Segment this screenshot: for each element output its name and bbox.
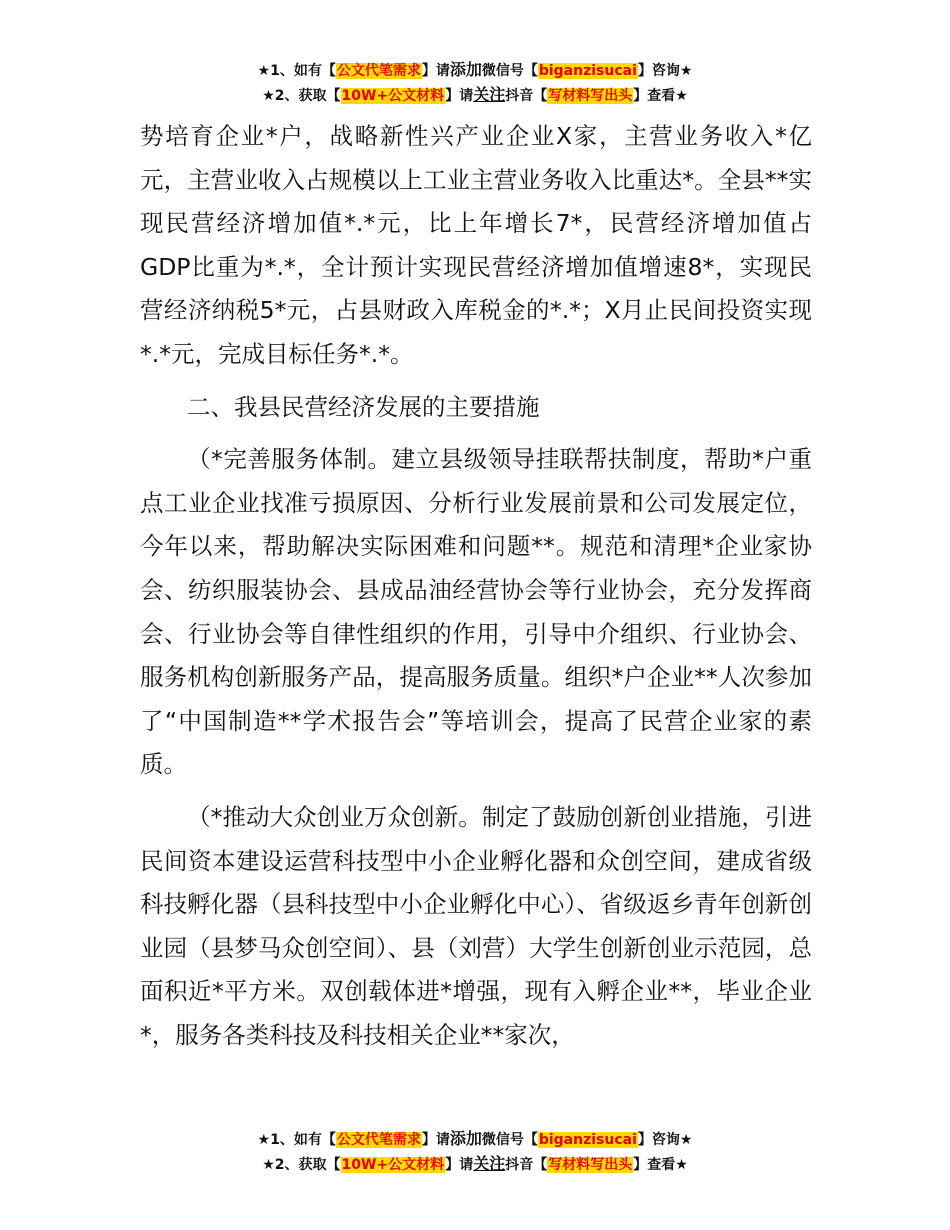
banner-text: ★2、获取: [262, 88, 327, 104]
document-body: [140, 115, 812, 1057]
bracket: 【: [321, 1132, 336, 1148]
highlight-ghostwriting: 公文代笔需求: [336, 1132, 421, 1148]
banner-line-2: [0, 83, 950, 108]
highlight-materials: 10W+公文材料: [341, 88, 445, 104]
banner-text: ★2、获取: [262, 1157, 327, 1173]
highlight-douyin-account: 写材料写出头: [548, 88, 633, 104]
banner-line-1: [0, 1127, 950, 1152]
bracket: 【: [321, 63, 336, 79]
banner-line-2: [0, 1152, 950, 1177]
highlight-wechat-id: biganzisucai: [538, 1132, 637, 1148]
banner-text: 抖音: [505, 88, 534, 104]
banner-text: 请: [435, 63, 450, 79]
bracket: 【: [533, 1157, 548, 1173]
highlight-materials: 10W+公文材料: [341, 1157, 445, 1173]
banner-text: 抖音: [505, 1157, 534, 1173]
bracket: 】: [421, 63, 436, 79]
banner-text: 请: [459, 1157, 474, 1173]
banner-emphasis: 添加: [449, 1129, 482, 1148]
section-heading: 二、我县民营经济发展的主要措施: [187, 392, 540, 421]
banner-emphasis: 关注: [473, 1154, 506, 1173]
banner-text: 查看★: [647, 88, 688, 104]
banner-text: 请: [459, 88, 474, 104]
highlight-ghostwriting: 公文代笔需求: [336, 63, 421, 79]
footer-banner: [0, 1127, 950, 1177]
highlight-douyin-account: 写材料写出头: [548, 1157, 633, 1173]
bracket: 】: [637, 63, 652, 79]
banner-text: 咨询★: [651, 63, 693, 79]
banner-emphasis: 添加: [449, 60, 482, 79]
paragraph-continuation: 势培育企业*户，战略新性兴产业企业X家，主营业务收入*亿元，主营业收入占规模以上工业主营业务收入比重达*。全县**实现民营经济增加值*.*元，比上年增长7*，民营经济增加值占GDP比重为*.*，全计预计实现民营经济增加值增速8*，实现民营经济纳税5*元，占县财政入库税金的*.*；X月止民间投资实现*.*元，完成目标任务*.*。: [140, 122, 812, 368]
bracket: 】: [421, 1132, 436, 1148]
bracket: 】: [633, 1157, 648, 1173]
banner-text: 咨询★: [651, 1132, 693, 1148]
bracket: 】: [637, 1132, 652, 1148]
banner-text: 请: [435, 1132, 450, 1148]
header-banner: [0, 58, 950, 108]
bracket: 【: [326, 88, 341, 104]
bracket: 】: [445, 88, 460, 104]
bracket: 】: [633, 88, 648, 104]
banner-text: ★1、如有: [257, 63, 322, 79]
highlight-wechat-id: biganzisucai: [538, 63, 637, 79]
bracket: 【: [523, 63, 538, 79]
paragraph-innovation: （*推动大众创业万众创新。制定了鼓励创新创业措施，引进民间资本建设运营科技型中小企业孵化器和众创空间，建成省级科技孵化器（县科技型中小企业孵化中心）、省级返乡青年创新创业园（县梦马众创空间）、县（刘营）大学生创新创业示范园，总面积近*平方米。双创载体进*增强，现有入孵企业**，毕业企业*，服务各类科技及科技相关企业**家次，: [140, 802, 812, 1049]
bracket: 【: [326, 1157, 341, 1173]
paragraph-service-system: （*完善服务体制。建立县级领导挂联帮扶制度，帮助*户重点工业企业找准亏损原因、分析行业发展前景和公司发展定位，今年以来，帮助解决实际困难和问题**。规范和清理*企业家协会、纺织服装协会、县成品油经营协会等行业协会，充分发挥商会、行业协会等自律性组织的作用，引导中介组织、行业协会、服务机构创新服务产品，提高服务质量。组织*户企业**人次参加了“中国制造**学术报告会”等培训会，提高了民营企业家的素质。: [140, 445, 812, 779]
banner-text: ★1、如有: [257, 1132, 322, 1148]
bracket: 】: [445, 1157, 460, 1173]
banner-line-1: [0, 58, 950, 83]
bracket: 【: [523, 1132, 538, 1148]
banner-text: 微信号: [481, 63, 524, 79]
banner-emphasis: 关注: [473, 85, 506, 104]
banner-text: 查看★: [647, 1157, 688, 1173]
bracket: 【: [533, 88, 548, 104]
banner-text: 微信号: [481, 1132, 524, 1148]
